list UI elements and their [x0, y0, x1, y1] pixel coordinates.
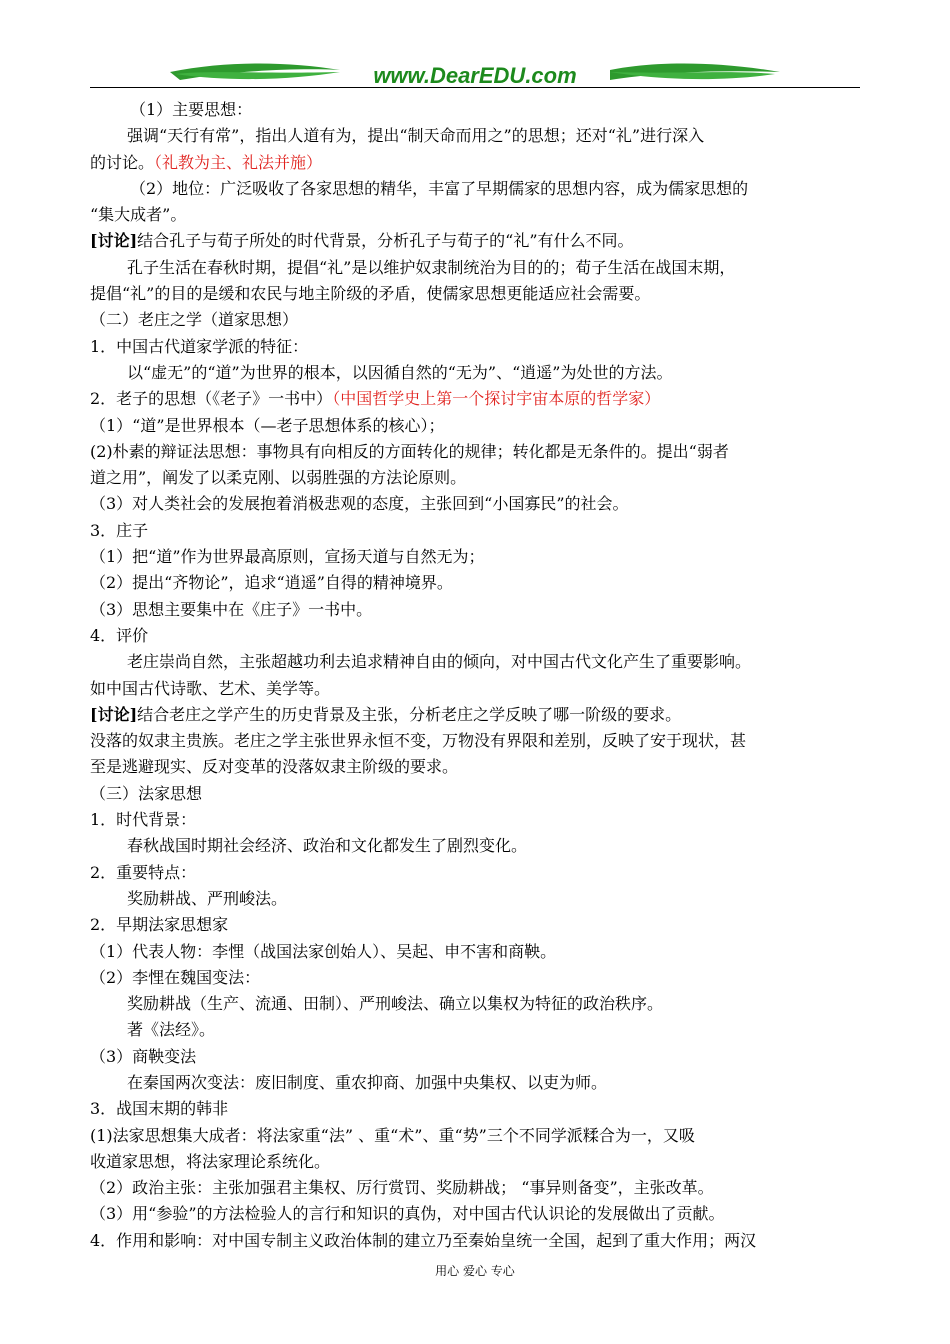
- text-line: [90, 360, 860, 386]
- line-text: （三）法家思想: [90, 783, 203, 803]
- text-line: [90, 1044, 860, 1070]
- text-line: [90, 518, 860, 544]
- header-site-text: www.DearEDU.com: [373, 63, 577, 88]
- text-line: [90, 1070, 860, 1096]
- header-rule: [90, 87, 860, 88]
- page-footer: 用心 爱心 专心: [435, 1264, 515, 1278]
- text-line: [90, 833, 860, 859]
- text-line: [90, 1228, 860, 1254]
- line-text: 强调“天行有常”，指出人道有为，提出“制天命而用之”的思想；还对“礼”进行深入: [127, 126, 705, 146]
- text-line: [90, 413, 860, 439]
- line-text: （2）政治主张：主张加强君主集权、厉行赏罚、奖励耕战； “事异则备变”，主张改革。: [90, 1178, 714, 1198]
- text-line: [90, 807, 860, 833]
- text-line: [90, 886, 860, 912]
- line-text: 提倡“礼”的目的是缓和农民与地主阶级的矛盾，使儒家思想更能适应社会需要。: [90, 284, 651, 304]
- line-text: 2．早期法家思想家: [90, 915, 229, 935]
- line-text: （1）把“道”作为世界最高原则，宣扬天道与自然无为；: [90, 547, 485, 567]
- text-line: [90, 1149, 860, 1175]
- line-text: 没落的奴隶主贵族。老庄之学主张世界永恒不变，万物没有界限和差别，反映了安于现状，甚: [90, 731, 747, 751]
- line-text: （3）思想主要集中在《庄子》一书中。: [90, 599, 373, 619]
- line-text: 4．作用和影响：对中国专制主义政治体制的建立乃至秦始皇统一全国，起到了重大作用；两汉: [90, 1230, 757, 1250]
- line-text: （3）用“参验”的方法检验人的言行和知识的真伪，对中国古代认识论的发展做出了贡献。: [90, 1204, 725, 1224]
- line-text: 结合孔子与荀子所处的时代背景，分析孔子与荀子的“礼”有什么不同。: [137, 231, 634, 251]
- text-line: [90, 334, 860, 360]
- text-line: [90, 281, 860, 307]
- line-text: 孔子生活在春秋时期，提倡“礼”是以维护奴隶制统治为目的的；荀子生活在战国末期，: [127, 257, 736, 277]
- line-text: 收道家思想，将法家理论系统化。: [90, 1151, 331, 1171]
- highlight-text: （礼教为主、礼法并施）: [154, 152, 323, 172]
- text-line: [90, 570, 860, 596]
- text-line: [90, 912, 860, 938]
- line-text: 著《法经》。: [127, 1020, 216, 1040]
- text-line: [90, 728, 860, 754]
- line-text: 2．重要特点：: [90, 862, 197, 882]
- line-text: 1．时代背景：: [90, 810, 197, 830]
- text-line: [90, 1096, 860, 1122]
- text-line: [90, 307, 860, 333]
- text-line: [90, 123, 860, 149]
- line-text: 春秋战国时期社会经济、政治和文化都发生了剧烈变化。: [127, 836, 528, 856]
- line-text: 的讨论。: [90, 152, 155, 172]
- text-line: [90, 702, 860, 728]
- text-line: [90, 202, 860, 228]
- text-line: [90, 623, 860, 649]
- line-text: 奖励耕战（生产、流通、田制）、严刑峻法、确立以集权为特征的政治秩序。: [127, 994, 664, 1014]
- line-text: （1）“道”是世界根本（—老子思想体系的核心）；: [90, 415, 445, 435]
- text-line: [90, 1201, 860, 1227]
- text-line: [90, 491, 860, 517]
- line-text: 在秦国两次变法：废旧制度、重农抑商、加强中央集权、以吏为师。: [127, 1072, 608, 1092]
- text-line: [90, 1017, 860, 1043]
- line-text: 以“虚无”的“道”为世界的根本，以因循自然的“无为”、“逍遥”为处世的方法。: [127, 362, 673, 382]
- text-line: [90, 1123, 860, 1149]
- line-text: （3）商鞅变法: [90, 1046, 197, 1066]
- line-text: （1）主要思想：: [130, 100, 253, 119]
- line-text: 如中国古代诗歌、艺术、美学等。: [90, 678, 331, 698]
- line-text: 结合老庄之学产生的历史背景及主张，分析老庄之学反映了哪一阶级的要求。: [137, 704, 682, 724]
- discussion-tag: [讨论]: [90, 231, 138, 251]
- line-text: （2）提出“齐物论”，追求“逍遥”自得的精神境界。: [90, 573, 453, 593]
- line-text: 3．庄子: [90, 520, 149, 540]
- text-line: [90, 465, 860, 491]
- text-line: [90, 939, 860, 965]
- line-text: 老庄崇尚自然，主张超越功利去追求精神自由的倾向，对中国古代文化产生了重要影响。: [127, 652, 752, 672]
- text-line: [90, 255, 860, 281]
- text-line: [90, 386, 860, 412]
- line-text: 道之用”，阐发了以柔克刚、以弱胜强的方法论原则。: [90, 468, 467, 488]
- text-line: [90, 176, 860, 202]
- line-text: 4．评价: [90, 625, 149, 645]
- highlight-text: （中国哲学史上第一个探讨宇宙本原的哲学家）: [332, 389, 661, 409]
- line-text: 3．战国末期的韩非: [90, 1099, 229, 1119]
- text-line: [90, 597, 860, 623]
- line-text: （3）对人类社会的发展抱着消极悲观的态度，主张回到“小国寡民”的社会。: [90, 494, 629, 514]
- text-line: [90, 676, 860, 702]
- discussion-tag: [讨论]: [90, 704, 138, 724]
- line-text: (2)朴素的辩证法思想：事物具有向相反的方面转化的规律；转化都是无条件的。提出“弱者: [90, 441, 729, 461]
- line-text: （1）代表人物：李悝（战国法家创始人）、吴起、申不害和商鞅。: [90, 941, 557, 961]
- text-line: [90, 228, 860, 254]
- line-text: （二）老庄之学（道家思想）: [90, 310, 299, 330]
- text-line: [90, 781, 860, 807]
- line-text: （2）地位：广泛吸收了各家思想的精华，丰富了早期儒家的思想内容，成为儒家思想的: [130, 178, 749, 198]
- text-line: [90, 544, 860, 570]
- text-line: [90, 754, 860, 780]
- line-text: 1．中国古代道家学派的特征：: [90, 336, 309, 356]
- line-text: 至是逃避现实、反对变革的没落奴隶主阶级的要求。: [90, 757, 459, 777]
- line-text: (1)法家思想集大成者：将法家重“法” 、重“术”、重“势”三个不同学派糅合为一，又吸: [90, 1125, 695, 1145]
- text-line: [90, 439, 860, 465]
- line-text: “集大成者”。: [90, 205, 187, 225]
- text-line: [90, 1175, 860, 1201]
- document-body: [90, 97, 860, 1254]
- text-line: [90, 150, 860, 176]
- line-text: 奖励耕战、严刑峻法。: [127, 888, 288, 908]
- text-line: [90, 649, 860, 675]
- text-line: [90, 97, 860, 123]
- text-line: [90, 965, 860, 991]
- text-line: [90, 860, 860, 886]
- text-line: [90, 991, 860, 1017]
- line-text: 2．老子的思想（《老子》一书中）: [90, 389, 333, 409]
- line-text: （2）李悝在魏国变法：: [90, 967, 261, 987]
